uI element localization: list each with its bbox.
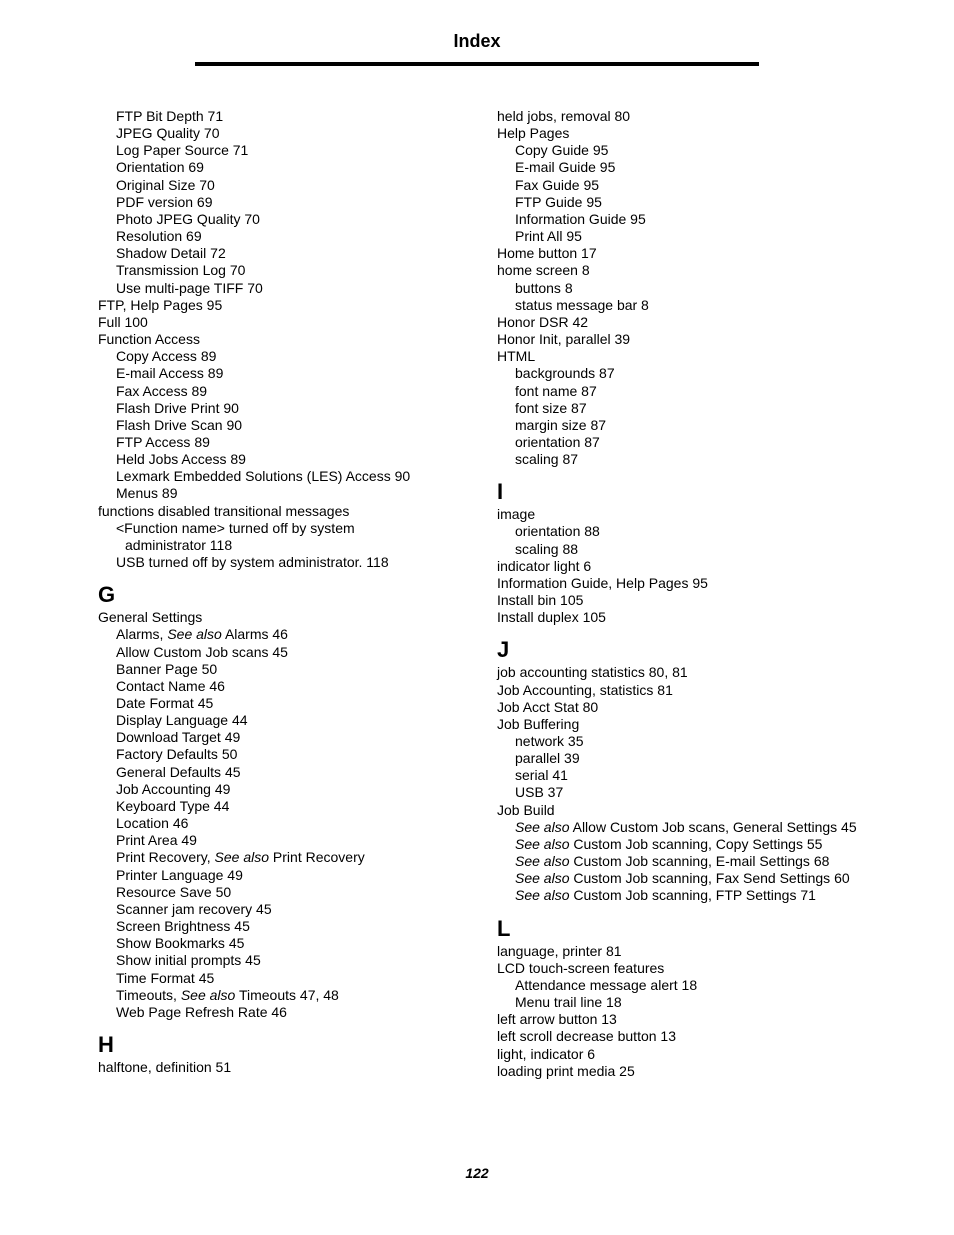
see-also-reference: See also	[515, 818, 570, 835]
index-entry: Function Access	[98, 331, 200, 348]
index-entry: language, printer 81	[497, 942, 622, 959]
index-subentry: Held Jobs Access 89	[116, 451, 246, 468]
index-subentry: Orientation 69	[116, 159, 204, 176]
index-subentry: General Defaults 45	[116, 763, 241, 780]
index-subentry: Location 46	[116, 815, 189, 832]
entry-text: Custom Job scanning, Fax Send Settings 60	[569, 870, 850, 887]
index-subentry: Copy Access 89	[116, 348, 217, 365]
index-subentry: margin size 87	[515, 416, 607, 433]
index-subentry: Photo JPEG Quality 70	[116, 210, 260, 227]
see-also-reference: See also	[515, 887, 570, 904]
entry-text: Alarms,	[116, 626, 168, 643]
entry-text: Allow Custom Job scans, General Settings 45	[569, 818, 857, 835]
index-entry: indicator light 6	[497, 557, 592, 574]
index-entry: left scroll decrease button 13	[497, 1028, 676, 1045]
index-subentry	[497, 887, 917, 904]
index-subentry: Scanner jam recovery 45	[116, 900, 272, 917]
index-subentry: font name 87	[515, 382, 597, 399]
index-subentry: Fax Guide 95	[515, 176, 600, 193]
entry-text: Timeouts,	[116, 986, 181, 1003]
index-entry: halftone, definition 51	[98, 1058, 232, 1075]
index-entry: left arrow button 13	[497, 1011, 617, 1028]
index-subentry: USB turned off by system administrator. 118	[116, 554, 389, 571]
index-entry: FTP, Help Pages 95	[98, 296, 223, 313]
index-entry: Job Acct Stat 80	[497, 698, 599, 715]
index-subentry: Download Target 49	[116, 729, 241, 746]
index-entry: Install bin 105	[497, 592, 584, 609]
index-subentry: Date Format 45	[116, 695, 214, 711]
index-subentry: Menus 89	[116, 485, 178, 502]
entry-text: Custom Job scanning, FTP Settings 71	[569, 887, 816, 904]
index-entry: Job Buffering	[497, 715, 580, 732]
see-also-reference: See also	[167, 626, 222, 643]
index-subentry: E-mail Guide 95	[515, 159, 616, 176]
index-subentry: Print All 95	[515, 228, 582, 245]
entry-text: Print Recovery,	[116, 849, 215, 866]
index-entry: Information Guide, Help Pages 95	[497, 574, 708, 591]
index-entry: home screen 8	[497, 262, 590, 279]
index-subentry: JPEG Quality 70	[116, 125, 220, 142]
index-entry: Install duplex 105	[497, 609, 606, 626]
section-letter-g: G	[98, 582, 116, 608]
entry-text: Custom Job scanning, Copy Settings 55	[569, 835, 823, 852]
see-also-reference: See also	[214, 849, 270, 866]
index-subentry: Fax Access 89	[116, 382, 208, 399]
index-subentry: FTP Guide 95	[515, 193, 602, 210]
index-entry: Honor DSR 42	[497, 313, 589, 330]
index-subentry: USB 37	[515, 784, 564, 801]
index-subentry: Show Bookmarks 45	[116, 935, 245, 952]
index-entry: light, indicator 6	[497, 1045, 596, 1062]
index-subentry: Information Guide 95	[515, 210, 646, 227]
index-subentry	[497, 870, 917, 887]
index-subentry: Web Page Refresh Rate 46	[116, 1003, 287, 1020]
see-also-reference: See also	[180, 986, 236, 1003]
index-subentry	[497, 819, 917, 836]
page-header-title: Index	[453, 31, 501, 51]
index-subentry: serial 41	[515, 767, 568, 784]
page-number: 122	[465, 1165, 489, 1181]
section-letter-j: J	[497, 637, 510, 663]
index-subentry	[98, 849, 478, 866]
entry-text: Timeouts 47, 48	[235, 986, 339, 1003]
index-subentry: Allow Custom Job scans 45	[116, 643, 288, 660]
index-subentry: Flash Drive Scan 90	[116, 416, 243, 433]
index-subentry	[98, 987, 478, 1004]
index-entry: LCD touch-screen features	[497, 959, 665, 976]
index-subentry: <Function name> turned off by system	[116, 519, 355, 536]
index-entry: image	[497, 506, 536, 523]
index-subentry: Lexmark Embedded Solutions (LES) Access 90	[116, 468, 411, 485]
index-subentry: backgrounds 87	[515, 365, 615, 382]
index-subentry: Print Area 49	[116, 832, 197, 849]
index-entry: job accounting statistics 80, 81	[497, 664, 688, 681]
index-entry: Job Accounting, statistics 81	[497, 681, 673, 698]
index-entry: Job Build	[497, 801, 555, 818]
index-subentry: buttons 8	[515, 279, 573, 296]
index-subentry: status message bar 8	[515, 296, 649, 313]
index-subentry	[497, 853, 917, 870]
index-entry: Full 100	[98, 313, 148, 330]
index-subentry: Display Language 44	[116, 712, 248, 729]
index-subentry: Screen Brightness 45	[116, 918, 250, 935]
index-subentry: font size 87	[515, 399, 587, 416]
index-subentry: orientation 87	[515, 433, 600, 450]
index-subentry: FTP Access 89	[116, 433, 210, 450]
index-subentry: Time Format 45	[116, 969, 215, 986]
index-entry: Home button 17	[497, 245, 597, 262]
index-subentry: scaling 87	[515, 451, 579, 468]
index-subentry: Contact Name 46	[116, 677, 225, 694]
index-entry: loading print media 25	[497, 1062, 635, 1079]
index-subentry: FTP Bit Depth 71	[116, 108, 224, 124]
index-entry: Honor Init, parallel 39	[497, 331, 631, 348]
index-subentry: Menu trail line 18	[515, 994, 622, 1011]
see-also-reference: See also	[515, 870, 570, 887]
index-entry: held jobs, removal 80	[497, 108, 631, 124]
entry-text: Alarms 46	[221, 626, 288, 643]
index-subentry: scaling 88	[515, 540, 579, 557]
index-entry: HTML	[497, 348, 536, 365]
index-subentry: Shadow Detail 72	[116, 245, 226, 262]
index-subentry: Use multi-page TIFF 70	[116, 279, 263, 296]
index-subentry: Flash Drive Print 90	[116, 399, 239, 416]
section-letter-h: H	[98, 1031, 114, 1057]
index-subentry: parallel 39	[515, 750, 580, 767]
index-subentry: Printer Language 49	[116, 866, 243, 883]
index-entry: functions disabled transitional messages	[98, 502, 350, 519]
index-subentry: Keyboard Type 44	[116, 797, 230, 814]
index-subentry: Original Size 70	[116, 176, 215, 193]
index-subentry: Log Paper Source 71	[116, 142, 249, 159]
index-subentry: Factory Defaults 50	[116, 746, 238, 763]
index-subentry: E-mail Access 89	[116, 365, 224, 382]
section-letter-i: I	[497, 479, 504, 505]
index-subentry: Show initial prompts 45	[116, 952, 261, 969]
see-also-reference: See also	[515, 853, 570, 870]
index-column-left	[98, 108, 478, 1076]
index-subentry: Transmission Log 70	[116, 262, 246, 279]
index-subentry: Banner Page 50	[116, 660, 218, 677]
index-subentry: Attendance message alert 18	[515, 976, 698, 993]
header-rule	[195, 62, 759, 66]
entry-text: Print Recovery	[269, 849, 365, 866]
index-subentry	[98, 626, 478, 643]
index-subentry: Copy Guide 95	[515, 142, 609, 159]
index-subentry: PDF version 69	[116, 193, 213, 210]
index-subentry: network 35	[515, 733, 584, 749]
index-subentry: orientation 88	[515, 523, 600, 540]
index-column-right	[497, 108, 917, 1080]
index-subentry: Job Accounting 49	[116, 780, 231, 797]
entry-text: Custom Job scanning, E-mail Settings 68	[569, 853, 830, 870]
section-letter-l: L	[497, 915, 511, 941]
index-entry: Help Pages	[497, 125, 570, 142]
index-subentry: Resolution 69	[116, 228, 202, 245]
index-subentry: Resource Save 50	[116, 883, 232, 900]
index-entry: General Settings	[98, 609, 203, 626]
index-subentry	[497, 836, 917, 853]
see-also-reference: See also	[515, 835, 570, 852]
index-subentry: administrator 118	[125, 536, 233, 553]
